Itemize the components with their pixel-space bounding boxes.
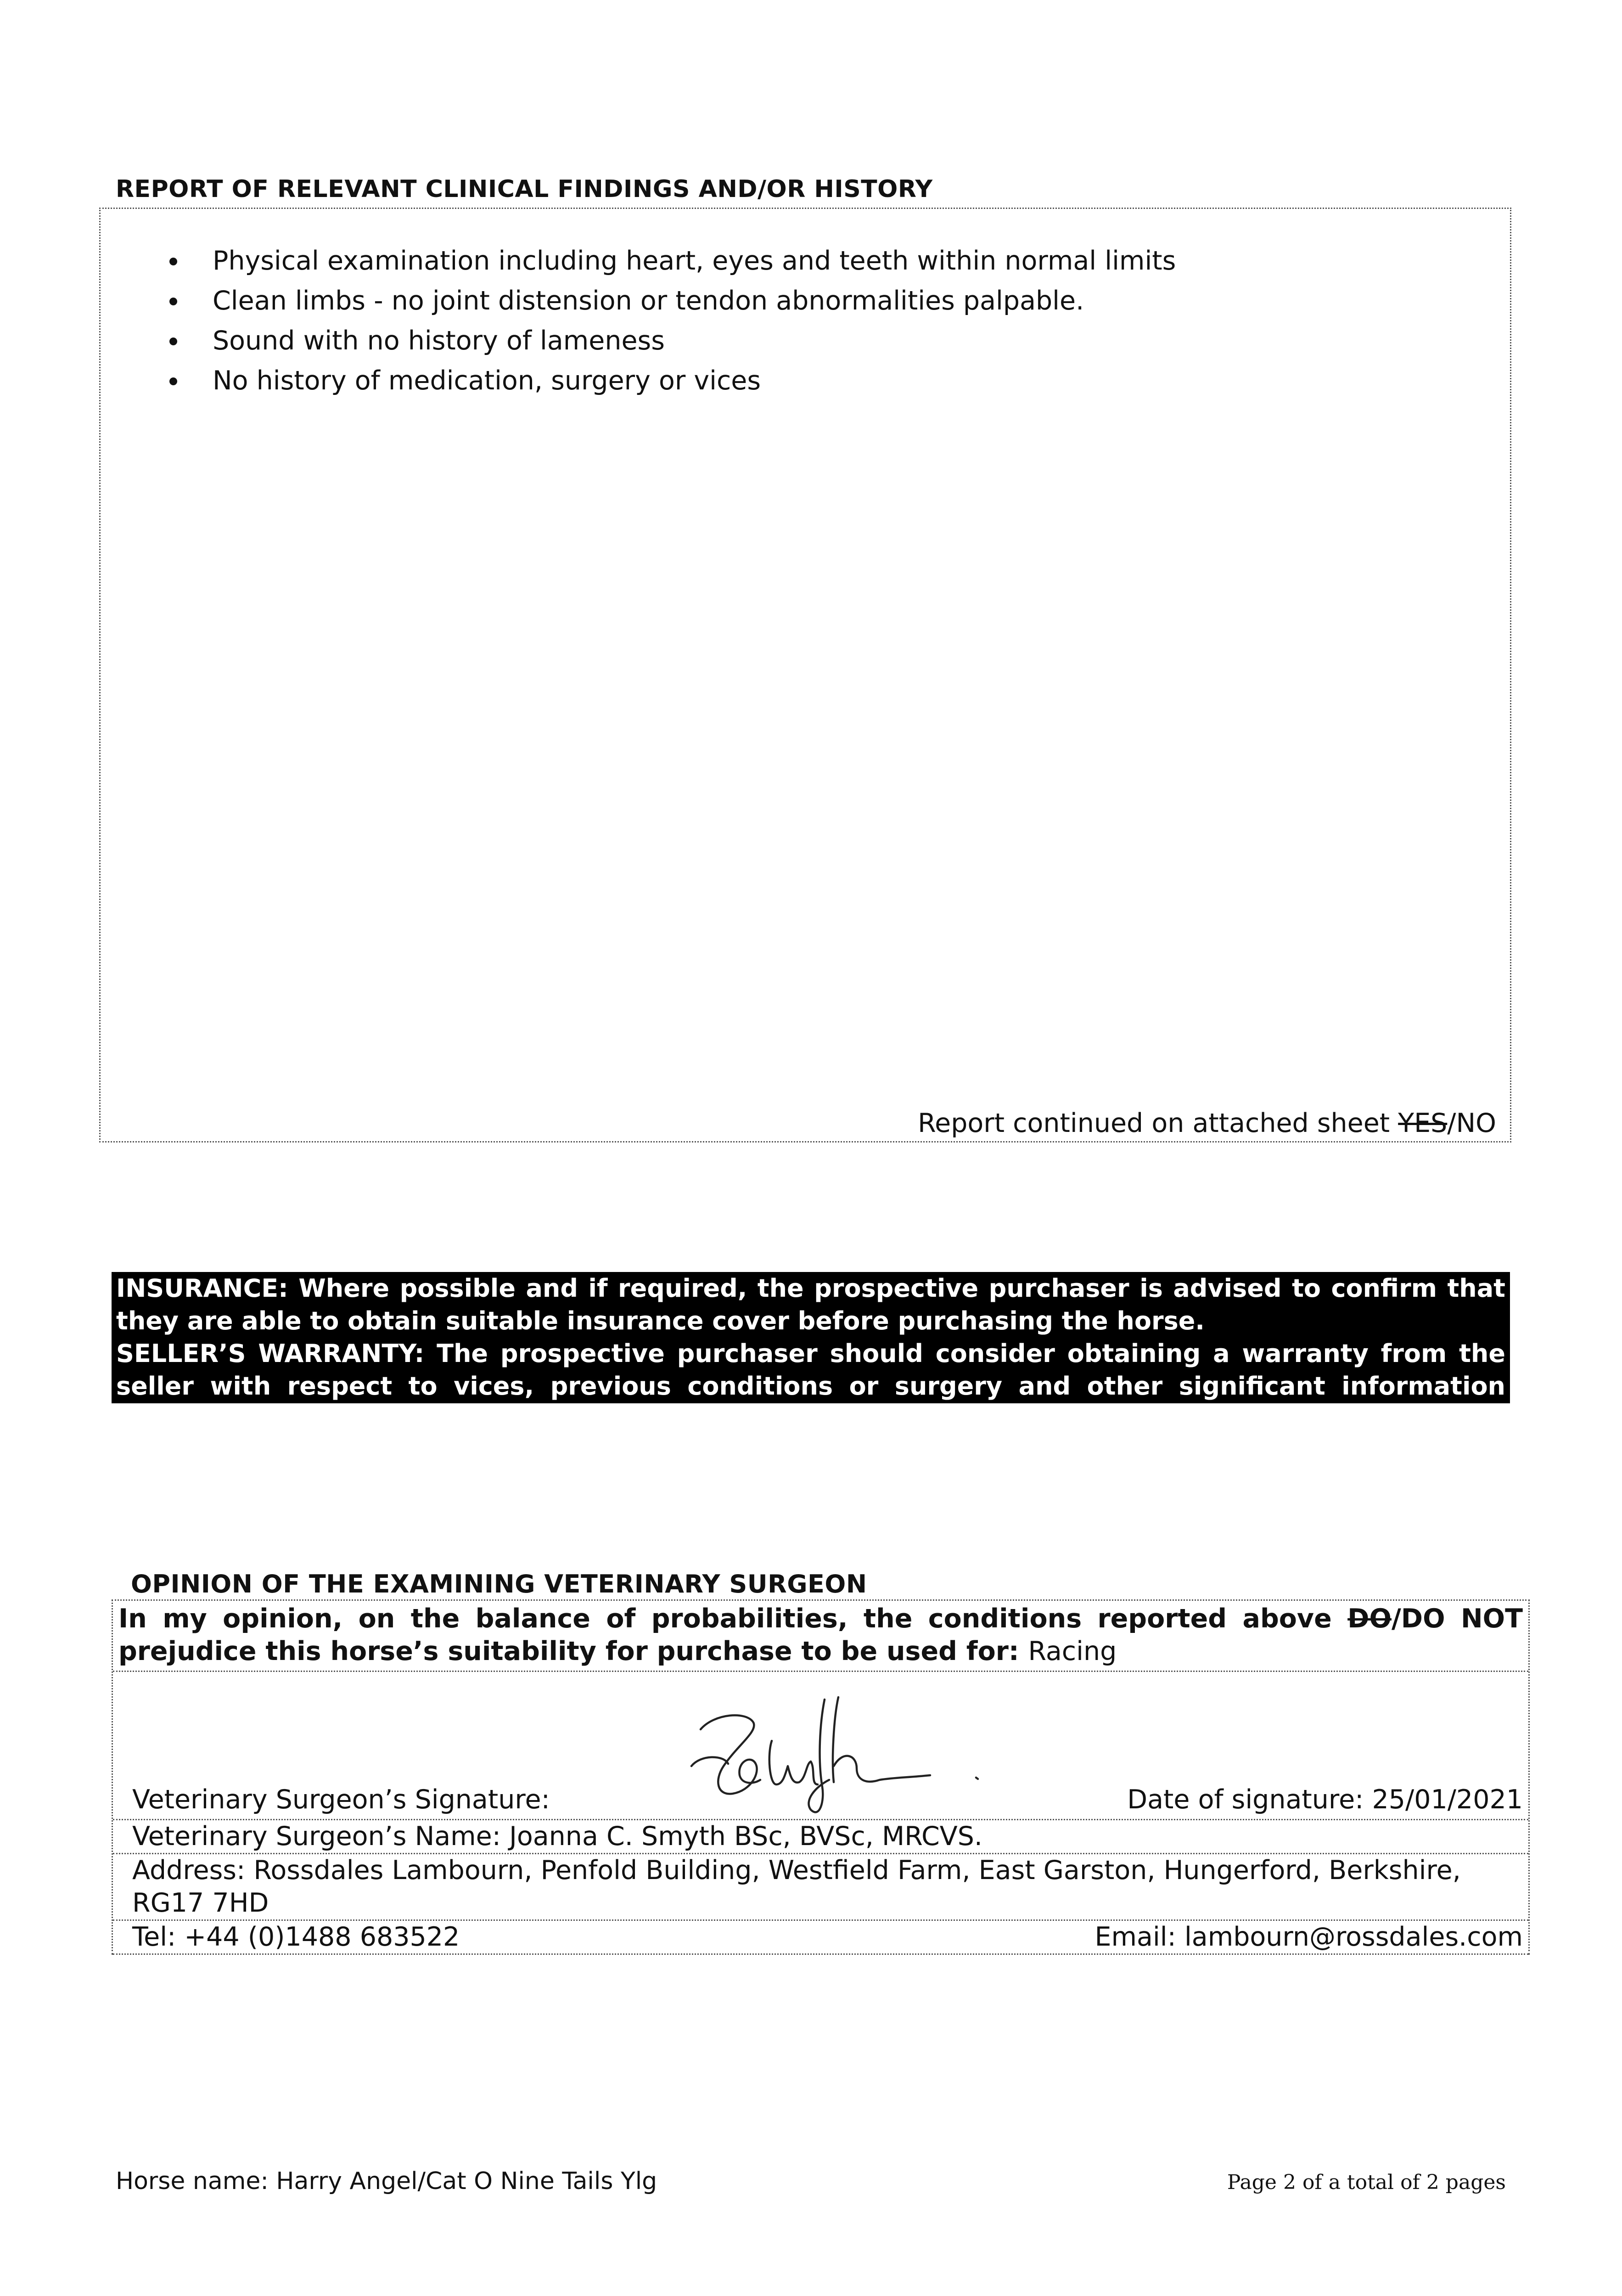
continued-label: Report continued on attached sheet: [918, 1108, 1398, 1138]
insurance-warning-box: [112, 1272, 1510, 1433]
statement-post: /DO NOT prejudice this horse’s suitability for purchase to be used for:: [118, 1604, 1523, 1666]
footer-page-number: Page 2 of a total of 2 pages: [1227, 2171, 1506, 2194]
findings-title: REPORT OF RELEVANT CLINICAL FINDINGS AND/OR HISTORY: [116, 175, 933, 203]
statement-struck-option: DO: [1347, 1604, 1392, 1634]
signature-date: Date of signature: 25/01/2021: [1127, 1784, 1523, 1815]
statement-pre: In my opinion, on the balance of probabilities, the conditions reported above: [118, 1604, 1348, 1634]
telephone: Tel: +44 (0)1488 683522: [132, 1922, 460, 1952]
continued-value: /NO: [1447, 1108, 1496, 1138]
continued-struck-option: YES: [1398, 1108, 1448, 1138]
opinion-title: OPINION OF THE EXAMINING VETERINARY SURGEON: [131, 1570, 867, 1598]
findings-list: [165, 241, 1176, 401]
signature-row: [113, 1672, 1528, 1820]
findings-box: [99, 208, 1511, 1142]
seller-warranty-notice: SELLER’S WARRANTY: The prospective purchaser should consider obtaining a warranty from the seller with respect to vices, previous conditions or surgery and other significant information before purchasing the horse: [116, 1339, 1505, 1433]
list-item: No history of medication, surgery or vices: [165, 361, 1176, 401]
opinion-table: [112, 1599, 1530, 1955]
signature-label: Veterinary Surgeon’s Signature:: [132, 1784, 550, 1815]
footer-horse-name: Horse name: Harry Angel/Cat O Nine Tails Ylg: [116, 2167, 657, 2195]
email: Email: lambourn@rossdales.com: [1094, 1922, 1523, 1952]
opinion-statement: [113, 1601, 1528, 1672]
purchase-purpose: Racing: [1028, 1636, 1117, 1666]
insurance-notice: INSURANCE: Where possible and if required, the prospective purchaser is advised to confirm that they are able to obtain suitable insurance cover before purchasing the horse.: [116, 1274, 1505, 1335]
list-item: Physical examination including heart, eyes and teeth within normal limits: [165, 241, 1176, 281]
list-item: Clean limbs - no joint distension or tendon abnormalities palpable.: [165, 281, 1176, 321]
contact-row: [113, 1921, 1528, 1955]
list-item: Sound with no history of lameness: [165, 321, 1176, 361]
surgeon-name: Veterinary Surgeon’s Name: Joanna C. Smyth BSc, BVSc, MRCVS.: [113, 1820, 1528, 1854]
surgeon-address: Address: Rossdales Lambourn, Penfold Building, Westfield Farm, East Garston, Hungerford, Berkshire, RG17 7HD: [113, 1854, 1528, 1921]
handwritten-signature: [673, 1686, 1050, 1823]
report-continued-line: [918, 1105, 1496, 1141]
